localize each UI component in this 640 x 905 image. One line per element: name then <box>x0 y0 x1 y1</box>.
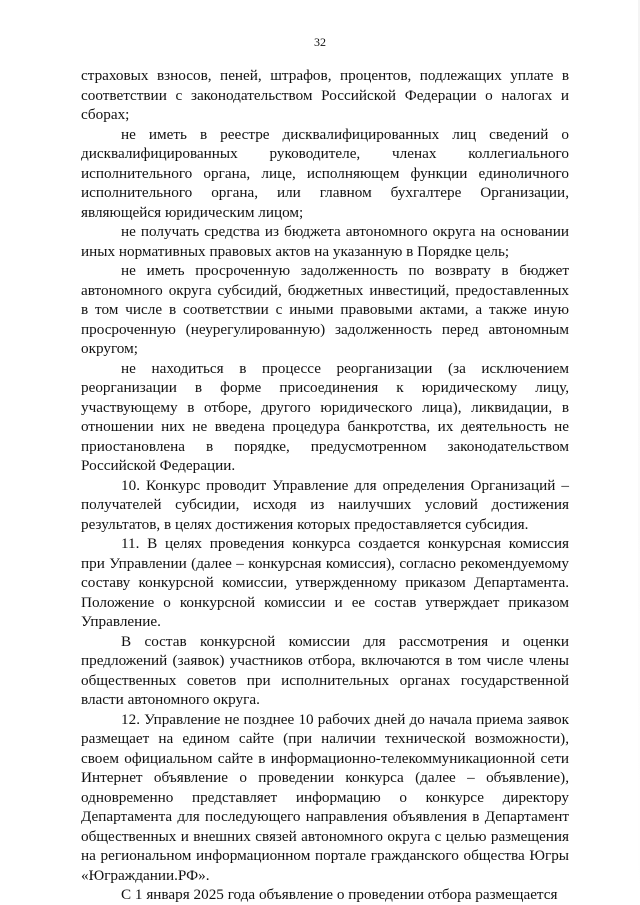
paragraph-no-reorganization: не находиться в процессе реорганизации (за исключением реорганизации в форме присоединения к юридическому лицу, участвующему в отборе, другого юридического лица), ликвидации, в отношении них не введена процедура банкротства, их деятельность не приостановлена в порядке, предусмотренном законодательством Российской Федерации. <box>81 359 569 474</box>
paragraph-no-other-budget-funds: не получать средства из бюджета автономного округа на основании иных нормативных правовых актов на указанную в Порядке цель; <box>81 223 569 260</box>
paragraph-clause-11: 11. В целях проведения конкурса создается конкурсная комиссия при Управлении (далее – конкурсная комиссия), согласно рекомендуемому составу конкурсной комиссии, утвержденному приказом Департамента. Положение о конкурсной комиссии и ее состав утверждает приказом Управление. <box>81 535 569 630</box>
paragraph-commission-composition: В состав конкурсной комиссии для рассмотрения и оценки предложений (заявок) участников отбора, включаются в том числе члены общественных советов при исполнительных органах государственной власти автономного округа. <box>81 632 569 708</box>
paragraph-clause-10: 10. Конкурс проводит Управление для определения Организаций – получателей субсидии, исходя из наилучших условий достижения результатов, в целях достижения которых предоставляется субсидия. <box>81 476 569 533</box>
paragraph-disqualified-registry: не иметь в реестре дисквалифицированных лиц сведений о дисквалифицированных руководителе, членах коллегиального исполнительного органа, лице, исполняющем функции единоличного исполнительного органа, или главном бухгалтере Организации, являющейся юридическим лицом; <box>81 125 569 221</box>
document-body <box>81 66 569 905</box>
page-number: 32 <box>314 35 326 49</box>
paragraph-no-overdue-debt: не иметь просроченную задолженность по возврату в бюджет автономного округа субсидий, бюджетных инвестиций, предоставленных в том числе в соответствии с иными правовыми актами, а также иную просроченную (неурегулированную) задолженность перед автономным округом; <box>81 262 569 357</box>
paragraph-requirements-continued: страховых взносов, пеней, штрафов, процентов, подлежащих уплате в соответствии с законодательством Российской Федерации о налогах и сборах; <box>81 67 569 123</box>
paragraph-2025-announcement: С 1 января 2025 года объявление о проведении отбора размещается <box>121 886 558 903</box>
paragraph-clause-12: 12. Управление не позднее 10 рабочих дней до начала приема заявок размещает на едином сайте (при наличии технической возможности), своем официальном сайте в информационно-телекоммуникационной сети Интернет объявление о проведении конкурса (далее – объявление), одновременно представляет информацию о конкурсе директору Департамента для последующего направления объявления в Департамент общественных и внешних связей автономного округа с целью размещения на региональном информационном портале гражданского общества Югры «Юграждании.РФ». <box>81 710 569 884</box>
